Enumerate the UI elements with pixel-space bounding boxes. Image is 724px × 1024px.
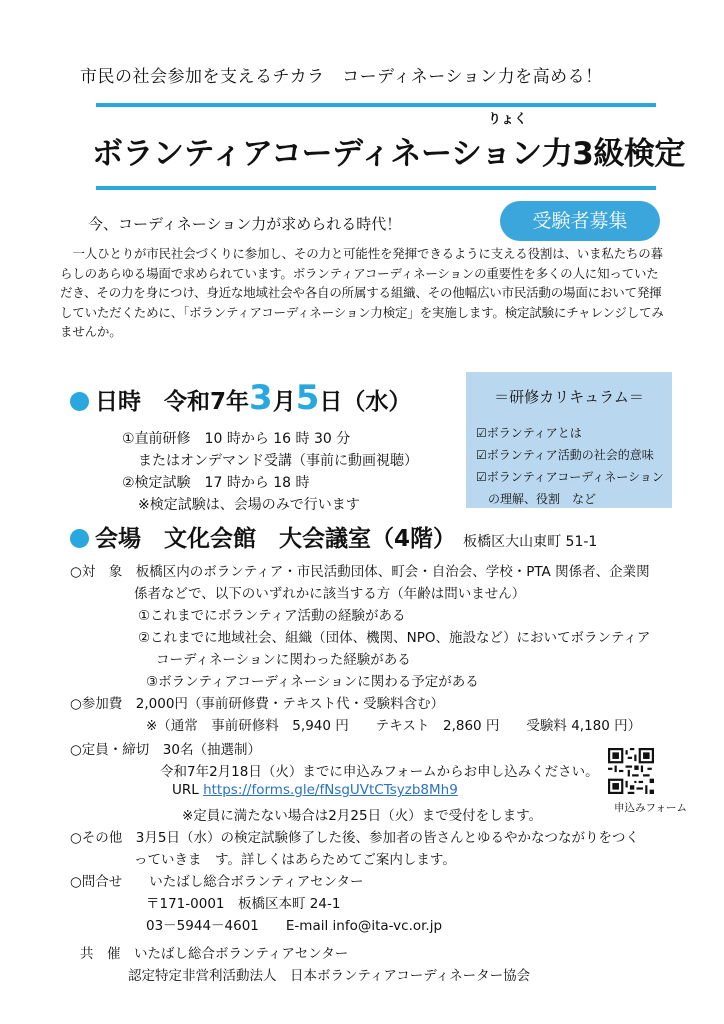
datetime-line1: ①直前研修 10 時から 16 時 30 分 <box>122 431 351 447</box>
intro-body: 一人ひとりが市民社会づくりに参加し、その力と可能性を発揮できるように支える役割は、いま私たちの暮らしのあらゆる場面で求められています。ボランティアコーディネーションの重要性を多くの人に知っていただき、その力を身につけ、身近な地域社会や各自の所属する組織、その他幅広い市民活動の場面において発揮していただくために、「ボランティアコーディネーション力検定」を実施します。検定試験にチャレンジしてみませんか。 <box>60 246 664 340</box>
cohost-label: 共 催 <box>80 946 121 962</box>
fee-note: ※（通常 事前研修料 5,940 円 テキスト 2,860 円 受験料 4,180 円） <box>146 718 642 734</box>
top-rule <box>96 103 656 107</box>
late-note: ※定員に満たない場合は2月25日（火）まで受付をします。 <box>182 808 542 824</box>
curriculum-item: ☑ボランティアとは <box>476 426 582 440</box>
datetime-line4: ※検定試験は、会場のみで行います <box>138 497 360 513</box>
other-line2: っていきま す。詳しくはあらためてご案内します。 <box>134 852 456 868</box>
fee-line: ○参加費 2,000円（事前研修費・テキスト代・受験料含む） <box>70 696 445 712</box>
datetime-era: 令和7年 <box>164 389 250 415</box>
datetime-month-unit: 月 <box>272 389 296 415</box>
target-line2: 係者などで、以下のいずれかに該当する方（年齢は問いません） <box>134 586 526 602</box>
curriculum-item: の理解、役割 など <box>476 492 597 506</box>
condition-1: ①これまでにボランティア活動の経験がある <box>138 608 406 624</box>
datetime-label: 日時 <box>95 389 141 415</box>
datetime-heading <box>70 378 411 418</box>
url-line <box>172 782 458 798</box>
curriculum-box <box>466 372 672 508</box>
contact-line3: 03－5944－4601 E-mail info@ita-vc.or.jp <box>146 918 443 934</box>
datetime-line3: ②検定試験 17 時から 18 時 <box>122 475 310 491</box>
bullet-dot-icon <box>70 392 89 411</box>
page-title: ボランティアコーディネーション力3級検定 <box>92 136 685 172</box>
datetime-line2: またはオンデマンド受講（事前に動画視聴） <box>138 453 418 469</box>
curriculum-heading: ＝研修カリキュラム＝ <box>494 388 644 406</box>
page-subtitle: 市民の社会参加を支えるチカラ コーディネーション力を高める！ <box>80 67 603 87</box>
intro-heading: 今、コーディネーション力が求められる時代！ <box>88 215 402 233</box>
deadline-line: 令和7年2月18日（火）までに申込みフォームからお申し込みください。 <box>160 764 599 780</box>
other-line1: ○その他 3月5日（水）の検定試験修了した後、参加者の皆さんとゆるやかなつながりをつく <box>70 830 639 846</box>
bullet-dot-icon <box>70 529 89 548</box>
contact-line1: ○問合せ いたばし総合ボランティアセンター <box>70 874 364 890</box>
curriculum-item: ☑ボランティアコーディネーション <box>476 470 664 484</box>
title-ruby: りょく <box>488 112 528 127</box>
venue-address: 板橋区大山東町 51-1 <box>463 534 598 550</box>
cohost-2: 認定特定非営利活動法人 日本ボランティアコーディネーター協会 <box>128 968 531 984</box>
url-label: URL <box>172 782 204 798</box>
qr-label: 申込みフォーム <box>614 802 687 814</box>
capacity-line: ○定員・締切 30名（抽選制） <box>70 742 261 758</box>
curriculum-item: ☑ボランティア活動の社会的意味 <box>476 448 654 462</box>
condition-2b: コーディネーションに関わった経験がある <box>156 652 411 668</box>
cohost-heading <box>80 942 348 962</box>
condition-3: ③ボランティアコーディネーションに関わる予定がある <box>146 674 479 690</box>
recruitment-badge: 受験者募集 <box>500 201 660 241</box>
datetime-day-unit: 日（水） <box>319 389 412 415</box>
datetime-month: 3 <box>249 378 273 418</box>
application-form-link[interactable]: https://forms.gle/fNsgUVtCTsyzb8Mh9 <box>203 782 458 798</box>
venue-label: 会場 文化会館 大会議室（4階） <box>95 526 457 552</box>
qr-code-icon[interactable] <box>608 748 654 794</box>
datetime-day: 5 <box>295 378 320 418</box>
bottom-rule <box>96 186 656 190</box>
condition-2a: ②これまでに地域社会、組織（団体、機関、NPO、施設など）においてボランティア <box>138 630 651 646</box>
target-line1: ○対 象 板橋区内のボランティア・市民活動団体、町会・自治会、学校・PTA 関係者、企業関 <box>70 564 650 580</box>
contact-line2: 〒171-0001 板橋区本町 24-1 <box>146 896 341 912</box>
cohost-1: いたばし総合ボランティアセンター <box>134 946 349 962</box>
venue-heading <box>70 520 597 553</box>
